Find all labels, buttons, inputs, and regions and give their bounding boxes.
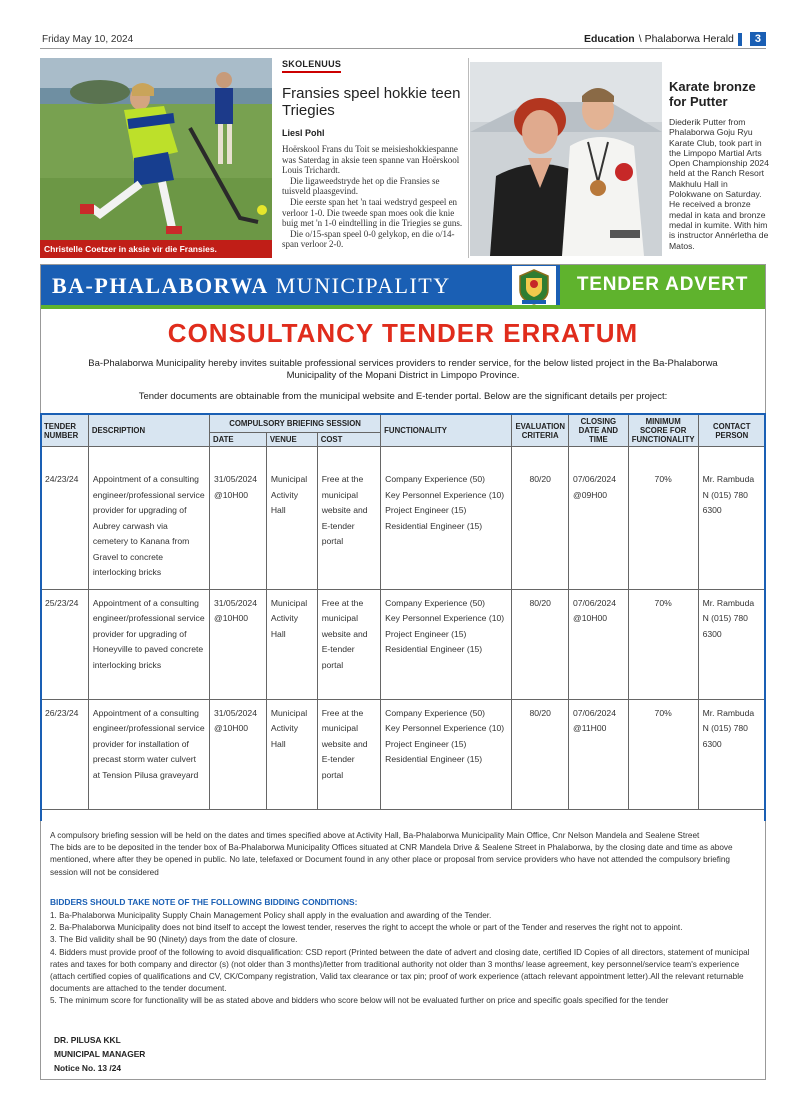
col-venue: VENUE — [266, 433, 317, 447]
tender-intro: Ba-Phalaborwa Municipality hereby invites suitable professional services providers to render service, for the below listed project in the Ba-Phalaborwa Municipality of the Mopani District in Limpopo Province. — [88, 358, 718, 381]
column-divider — [468, 58, 469, 258]
table-row — [41, 699, 766, 809]
briefing-venue: Municipal Activity Hall — [266, 699, 317, 809]
article-paragraph: Hoërskool Frans du Toit se meisieshokkiespanne was Saterdag in aksie teen spanne van Hoërskool Louis Trichardt. — [282, 144, 460, 176]
functionality-item: Project Engineer (15) — [385, 505, 467, 515]
tender-heading: CONSULTANCY TENDER ERRATUM — [167, 318, 639, 348]
functionality-item: Residential Engineer (15) — [385, 754, 483, 764]
functionality-item: Company Experience (50) — [385, 707, 486, 718]
section-name: Education — [583, 33, 635, 45]
tender-notes — [50, 830, 758, 879]
functionality-list — [381, 589, 512, 699]
briefing-date: 31/05/2024 @10H00 — [209, 699, 266, 809]
functionality-item: Company Experience (50) — [385, 597, 486, 608]
karate-headline: Karate bronze for Putter — [669, 79, 756, 109]
contact-person: Mr. Rambuda N (015) 780 6300 — [698, 699, 765, 809]
condition-item: 2. Ba-Phalaborwa Municipality does not bind itself to accept the lowest tender, reserves the right to accept the whole or part of the Tender and reserves the right not to appoint. — [50, 923, 683, 933]
evaluation-criteria: 80/20 — [512, 699, 569, 809]
col-tender-number: TENDER NUMBER — [41, 414, 89, 447]
tender-number: 26/23/24 — [41, 699, 89, 809]
header-divider — [40, 48, 766, 49]
briefing-cost: Free at the municipal website and E-tender portal — [317, 699, 380, 809]
karate-photo — [470, 62, 662, 256]
evaluation-criteria: 80/20 — [512, 447, 569, 590]
article-body — [282, 144, 464, 250]
col-closing: CLOSING DATE AND TIME — [568, 414, 628, 447]
signatory-title: MUNICIPAL MANAGER — [54, 1049, 146, 1059]
functionality-item: Company Experience (50) — [385, 474, 486, 484]
tender-description: Appointment of a consulting engineer/professional service provider for upgrading of Aubrey carwash via cemetery to Kanana from Gravel to concrete interlocking bricks — [88, 447, 209, 590]
col-date: DATE — [209, 433, 266, 447]
contact-person: Mr. Rambuda N (015) 780 6300 — [698, 447, 765, 590]
col-functionality: FUNCTIONALITY — [381, 414, 512, 447]
page-bar-decoration — [738, 33, 742, 46]
notice-number: Notice No. 13 /24 — [54, 1063, 122, 1073]
functionality-item: Project Engineer (15) — [385, 628, 467, 639]
col-contact: CONTACT PERSON — [698, 414, 765, 447]
functionality-item: Key Personnel Experience (10) — [385, 613, 505, 623]
briefing-note: A compulsory briefing session will be held on the dates and times specified above at Activity Hall, Ba-Phalaborwa Municipality Main Office, Cnr Nelson Mandela and Sealene Street — [50, 831, 700, 840]
banner-underline — [41, 305, 765, 309]
table-row — [41, 447, 766, 590]
tender-description: Appointment of a consulting engineer/professional service provider for upgrading of Honeyville to paved concrete interlocking bricks — [88, 589, 209, 699]
conditions-heading: BIDDERS SHOULD TAKE NOTE OF THE FOLLOWING BIDDING CONDITIONS: — [50, 897, 358, 907]
hockey-photo — [40, 58, 272, 258]
col-briefing-session: COMPULSORY BRIEFING SESSION — [209, 414, 380, 433]
col-minimum-score: MINIMUM SCORE FOR FUNCTIONALITY — [628, 414, 698, 447]
functionality-item: Key Personnel Experience (10) — [385, 489, 505, 500]
tender-number: 24/23/24 — [41, 447, 89, 590]
functionality-item: Key Personnel Experience (10) — [385, 723, 505, 733]
tender-advert-label: TENDER ADVERT — [576, 274, 749, 295]
section-tag: SKOLENUUS — [282, 59, 341, 73]
publication-name: \ Phalaborwa Herald — [638, 33, 734, 45]
article-paragraph: Die ligaweedstryde het op die Fransies se tuisveld plaasgevind. — [282, 175, 440, 197]
minimum-score: 70% — [628, 699, 698, 809]
municipality-name — [52, 273, 451, 299]
karate-people-illustration — [470, 62, 662, 256]
col-description: DESCRIPTION — [88, 414, 209, 447]
functionality-item: Project Engineer (15) — [385, 738, 467, 749]
condition-item: 4. Bidders must provide proof of the following to avoid disqualification: CSD report (Printed between the date of advert and closing date, certified ID Copies of all directors, statement of municipal rates and taxes for both company and director (s) (not older than 3 months)/letter from traditional authority not older than 3 months/ lease agreement, key personnel/service team's experience (attach certified copies of qualifications and CV, CK/Company registration, Valid tax clearance or tax pin; proof of work experience (attach relevant appointment letter).All the relevant returnable documents are attached to the tender document. — [50, 947, 750, 994]
closing-date: 07/06/2024 @10H00 — [568, 589, 628, 699]
municipality-name-rest: MUNICIPALITY — [275, 273, 451, 298]
col-evaluation: EVALUATION CRITERIA — [512, 414, 569, 447]
functionality-list — [381, 447, 512, 590]
condition-item: 3. The Bid validity shall be 90 (Ninety) days from the date of closure. — [50, 935, 298, 945]
article-headline: Fransies speel hokkie teen Triegies — [282, 85, 461, 119]
functionality-item: Residential Engineer (15) — [385, 520, 483, 531]
submission-note: The bids are to be deposited in the tender box of Ba-Phalaborwa Municipality Offices situated at CNR Mandela Drive & Sealene Street in Phalaborwa, by the closing date and time as above mentioned, where after they be opened in public. No late, telefaxed or Document found in any other place or proposal from service providers who have not attended the compulsory briefing session will not be considered — [50, 843, 733, 877]
functionality-list — [381, 699, 512, 809]
condition-item: 1. Ba-Phalaborwa Municipality Supply Chain Management Policy shall apply in the evaluation and awarding of the Tender. — [50, 911, 492, 920]
briefing-venue: Municipal Activity Hall — [266, 447, 317, 590]
signature-block — [54, 1033, 145, 1075]
municipality-logo — [512, 266, 556, 308]
briefing-cost: Free at the municipal website and E-tender portal — [317, 447, 380, 590]
conditions-list — [50, 910, 762, 1008]
masthead — [584, 32, 766, 46]
briefing-date: 31/05/2024 @10H00 — [209, 589, 266, 699]
tender-intro-documents: Tender documents are obtainable from the municipal website and E-tender portal. Below are the significant details per project: — [138, 391, 668, 402]
hockey-photo-caption: Christelle Coetzer in aksie vir die Fransies. — [40, 240, 272, 258]
briefing-cost: Free at the municipal website and E-tender portal — [317, 589, 380, 699]
functionality-item: Residential Engineer (15) — [385, 644, 483, 654]
closing-date: 07/06/2024 @09H00 — [568, 447, 628, 590]
table-row — [41, 589, 766, 699]
karate-body: Diederik Putter from Phalaborwa Goju Ryu Karate Club, took part in the Limpopo Martial Arts Open Championship 2024 held at the Ranch Resort Makhulu Hall in Polokwane on Saturday. He received a bronze medal in kata and bronze medal in kumite. With him is instructor Annérletha de Matos. — [669, 117, 769, 251]
hockey-player-illustration — [40, 58, 272, 258]
issue-date: Friday May 10, 2024 — [42, 34, 134, 45]
tender-description: Appointment of a consulting engineer/professional service provider for installation of precast storm water culvert at Tension Pilusa graveyard — [88, 699, 209, 809]
col-cost: COST — [317, 433, 380, 447]
closing-date: 07/06/2024 @11H00 — [568, 699, 628, 809]
minimum-score: 70% — [628, 589, 698, 699]
condition-item: 5. The minimum score for functionality will be as stated above and bidders who score below will not be evaluated further on price and specific goals specified for the tender — [50, 996, 669, 1006]
tender-table — [40, 413, 766, 810]
tender-number: 25/23/24 — [41, 589, 89, 699]
signatory-name: DR. PILUSA KKL — [54, 1035, 121, 1045]
municipality-name-bold: BA-PHALABORWA — [52, 273, 269, 298]
briefing-venue: Municipal Activity Hall — [266, 589, 317, 699]
article-paragraph: Die eerste span het 'n taai wedstryd gespeel en verloor 1-0. Die tweede span moes ook die knie buig met 'n 1-0 eindtelling in die Triegies se guns. — [282, 196, 463, 229]
minimum-score: 70% — [628, 447, 698, 590]
contact-person: Mr. Rambuda N (015) 780 6300 — [698, 589, 765, 699]
coat-of-arms-icon — [516, 268, 552, 306]
article-paragraph: Die o/15-span speel 0-0 gelykop, en die o/14-span verloor 2-0. — [282, 228, 455, 250]
evaluation-criteria: 80/20 — [512, 589, 569, 699]
article-byline: Liesl Pohl — [282, 128, 325, 138]
briefing-date: 31/05/2024 @10H00 — [209, 447, 266, 590]
page-number: 3 — [750, 32, 766, 46]
